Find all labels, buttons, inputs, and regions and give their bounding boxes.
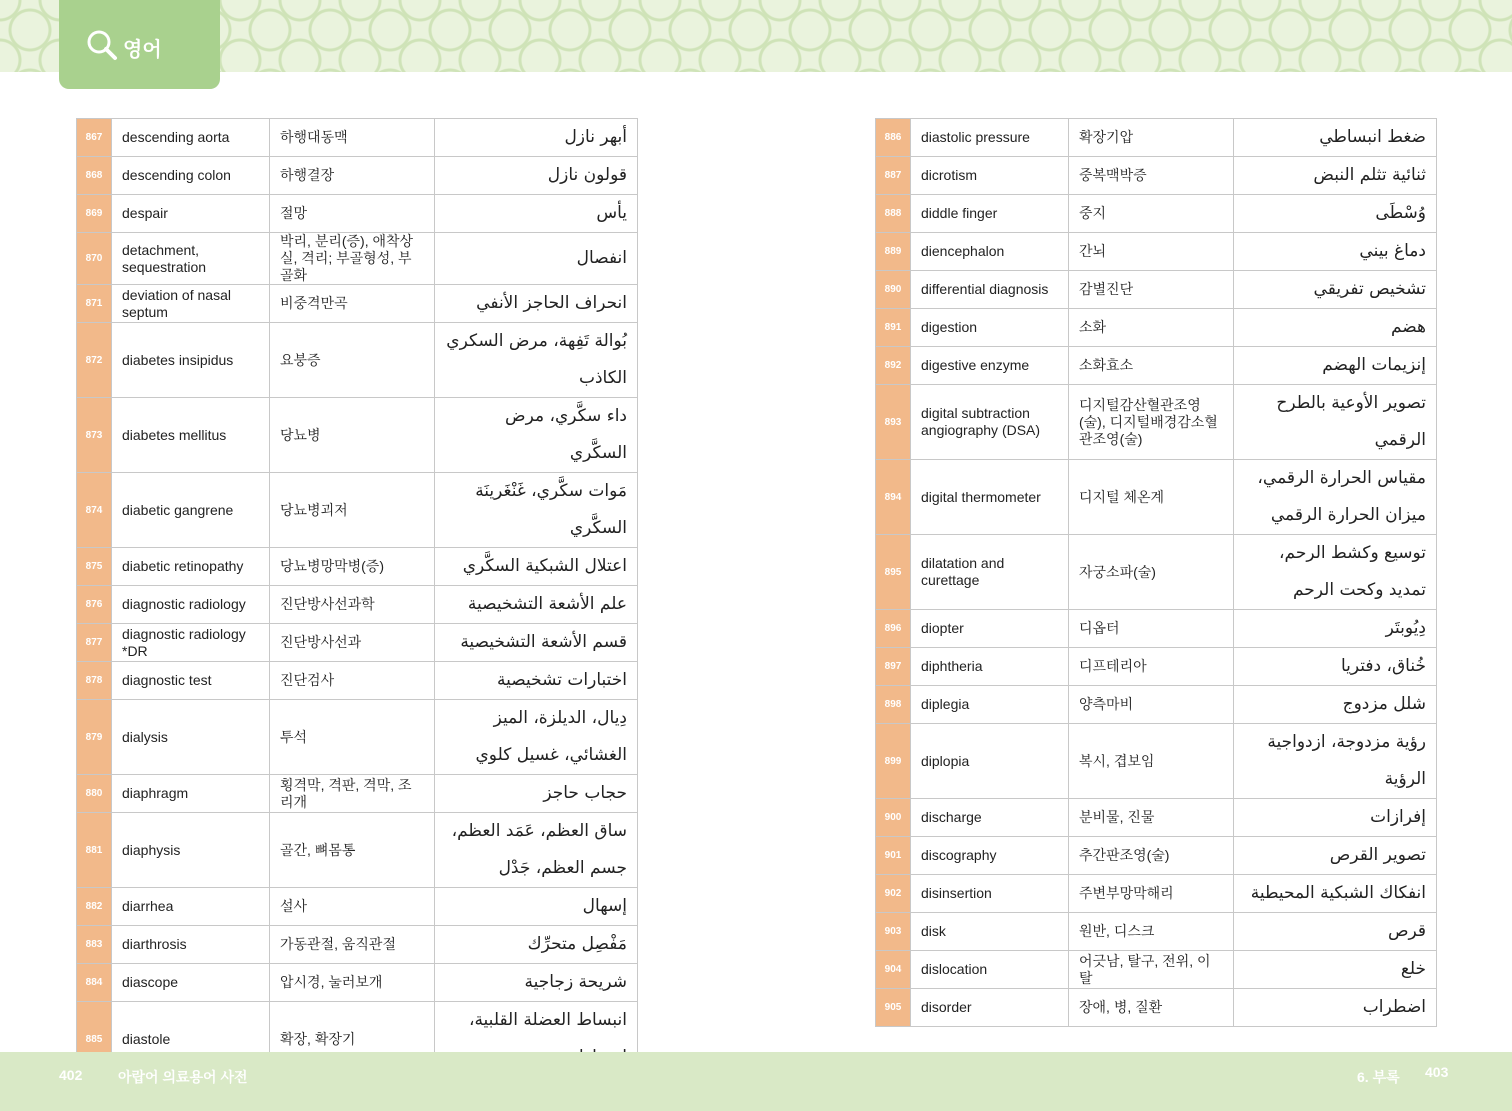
table-row [77, 964, 638, 1002]
table-row [876, 837, 1437, 875]
entry-number: 881 [77, 813, 112, 888]
korean-term: 분비물, 진물 [1069, 799, 1234, 837]
table-row [77, 926, 638, 964]
english-term: despair [112, 195, 270, 233]
table-row [77, 548, 638, 586]
table-row [876, 724, 1437, 799]
entry-number: 885 [77, 1002, 112, 1077]
english-term: descending colon [112, 157, 270, 195]
entry-number: 900 [876, 799, 911, 837]
arabic-term: هضم [1234, 309, 1437, 347]
english-term: disk [911, 913, 1069, 951]
korean-term: 감별진단 [1069, 271, 1234, 309]
table-row [77, 700, 638, 775]
arabic-term: شريحة زجاجية [435, 964, 638, 1002]
korean-term: 원반, 디스크 [1069, 913, 1234, 951]
table-row [876, 989, 1437, 1027]
arabic-term: مَوات سكَّري، غَنْغَرينَة السكَّري [435, 473, 638, 548]
arabic-term: خلع [1234, 951, 1437, 989]
entry-number: 870 [77, 233, 112, 285]
table-row [77, 473, 638, 548]
korean-term: 하행결장 [270, 157, 435, 195]
korean-term: 박리, 분리(증), 애착상실, 격리; 부골형성, 부골화 [270, 233, 435, 285]
arabic-term: مقياس الحرارة الرقمي، ميزان الحرارة الرقمي [1234, 460, 1437, 535]
section-title: 6. 부록 [1357, 1069, 1400, 1085]
entry-number: 871 [77, 285, 112, 323]
arabic-term: خُناق، دفتريا [1234, 648, 1437, 686]
english-term: differential diagnosis [911, 271, 1069, 309]
table-row [876, 271, 1437, 309]
korean-term: 소화효소 [1069, 347, 1234, 385]
korean-term: 확장, 확장기 [270, 1002, 435, 1077]
english-term: digestive enzyme [911, 347, 1069, 385]
korean-term: 설사 [270, 888, 435, 926]
entry-number: 873 [77, 398, 112, 473]
arabic-term: حجاب حاجز [435, 775, 638, 813]
arabic-term: علم الأشعة التشخيصية [435, 586, 638, 624]
korean-term: 당뇨병 [270, 398, 435, 473]
arabic-term: يأس [435, 195, 638, 233]
korean-term: 추간판조영(술) [1069, 837, 1234, 875]
table-row [876, 648, 1437, 686]
english-term: deviation of nasal septum [112, 285, 270, 323]
entry-number: 887 [876, 157, 911, 195]
entry-number: 884 [77, 964, 112, 1002]
arabic-term: تصوير الأوعية بالطرح الرقمي [1234, 385, 1437, 460]
arabic-term: اضطراب [1234, 989, 1437, 1027]
korean-term: 당뇨병괴저 [270, 473, 435, 548]
entry-number: 898 [876, 686, 911, 724]
table-row [876, 119, 1437, 157]
arabic-term: انفكاك الشبكية المحيطية [1234, 875, 1437, 913]
korean-term: 어긋남, 탈구, 전위, 이탈 [1069, 951, 1234, 989]
entry-number: 883 [77, 926, 112, 964]
english-term: dialysis [112, 700, 270, 775]
english-term: dilatation and curettage [911, 535, 1069, 610]
arabic-term: ساق العظم، عَمَد العظم، جسم العظم، جَدْل [435, 813, 638, 888]
english-term: diabetes mellitus [112, 398, 270, 473]
korean-term: 당뇨병망막병(증) [270, 548, 435, 586]
table-row [876, 913, 1437, 951]
arabic-term: تصوير القرص [1234, 837, 1437, 875]
entry-number: 896 [876, 610, 911, 648]
english-term: diaphysis [112, 813, 270, 888]
english-term: diddle finger [911, 195, 1069, 233]
arabic-term: داء سكَّري، مرض السكَّري [435, 398, 638, 473]
table-row [876, 799, 1437, 837]
korean-term: 골간, 뼈몸통 [270, 813, 435, 888]
table-row [77, 323, 638, 398]
english-term: diencephalon [911, 233, 1069, 271]
arabic-term: انبساط العضلة القلبية، [435, 1002, 638, 1077]
entry-number: 868 [77, 157, 112, 195]
glossary-table-right [875, 118, 1437, 1027]
english-term: diastole [112, 1002, 270, 1077]
korean-term: 장애, 병, 질환 [1069, 989, 1234, 1027]
table-row [77, 233, 638, 285]
english-term: diabetic retinopathy [112, 548, 270, 586]
english-term: diopter [911, 610, 1069, 648]
table-row [77, 398, 638, 473]
english-term: discography [911, 837, 1069, 875]
english-term: detachment, sequestration [112, 233, 270, 285]
korean-term: 압시경, 눌러보개 [270, 964, 435, 1002]
korean-term: 양측마비 [1069, 686, 1234, 724]
entry-number: 886 [876, 119, 911, 157]
entry-number: 875 [77, 548, 112, 586]
table-row [77, 119, 638, 157]
right-page-number: 403 [1425, 1064, 1449, 1080]
korean-term: 진단검사 [270, 662, 435, 700]
arabic-term: شلل مزدوج [1234, 686, 1437, 724]
arabic-term: انفصال [435, 233, 638, 285]
entry-number: 897 [876, 648, 911, 686]
english-term: diagnostic radiology [112, 586, 270, 624]
arabic-term: إنزيمات الهضم [1234, 347, 1437, 385]
language-tab-label: 영어 [123, 39, 162, 61]
english-term: diastolic pressure [911, 119, 1069, 157]
arabic-term: ثنائية تثلم النبض [1234, 157, 1437, 195]
table-row [876, 385, 1437, 460]
english-term: diagnostic test [112, 662, 270, 700]
arabic-term: مَفْصِل متحرِّك [435, 926, 638, 964]
entry-number: 904 [876, 951, 911, 989]
arabic-term: تشخيص تفريقي [1234, 271, 1437, 309]
english-term: disorder [911, 989, 1069, 1027]
korean-term: 중복맥박증 [1069, 157, 1234, 195]
korean-term: 투석 [270, 700, 435, 775]
english-term: diabetic gangrene [112, 473, 270, 548]
english-term: dislocation [911, 951, 1069, 989]
english-term: diagnostic radiology *DR [112, 624, 270, 662]
entry-number: 893 [876, 385, 911, 460]
korean-term: 확장기압 [1069, 119, 1234, 157]
english-term: diplopia [911, 724, 1069, 799]
korean-term: 간뇌 [1069, 233, 1234, 271]
entry-number: 905 [876, 989, 911, 1027]
table-row [876, 460, 1437, 535]
arabic-term: انحراف الحاجز الأنفي [435, 285, 638, 323]
table-row [876, 951, 1437, 989]
entry-number: 874 [77, 473, 112, 548]
entry-number: 880 [77, 775, 112, 813]
left-page-number: 402 [59, 1067, 83, 1083]
english-term: digital thermometer [911, 460, 1069, 535]
entry-number: 901 [876, 837, 911, 875]
arabic-term: قسم الأشعة التشخيصية [435, 624, 638, 662]
english-term: diarrhea [112, 888, 270, 926]
arabic-term: دِيُوبتَر [1234, 610, 1437, 648]
table-row [876, 875, 1437, 913]
arabic-term: اعتلال الشبكية السكَّري [435, 548, 638, 586]
arabic-term: إسهال [435, 888, 638, 926]
entry-number: 869 [77, 195, 112, 233]
table-row [876, 610, 1437, 648]
entry-number: 890 [876, 271, 911, 309]
korean-term: 복시, 겹보임 [1069, 724, 1234, 799]
english-term: dicrotism [911, 157, 1069, 195]
korean-term: 주변부망막해리 [1069, 875, 1234, 913]
korean-term: 횡격막, 격판, 격막, 조리개 [270, 775, 435, 813]
english-term: diabetes insipidus [112, 323, 270, 398]
arabic-term: إفرازات [1234, 799, 1437, 837]
table-row [876, 195, 1437, 233]
korean-term: 소화 [1069, 309, 1234, 347]
entry-number: 891 [876, 309, 911, 347]
table-row [77, 775, 638, 813]
table-row [876, 309, 1437, 347]
header-pattern [0, 0, 1512, 72]
arabic-term: قولون نازل [435, 157, 638, 195]
search-icon [85, 28, 119, 62]
korean-term: 요붕증 [270, 323, 435, 398]
glossary-table-left [76, 118, 638, 1077]
table-row [876, 535, 1437, 610]
english-term: diaphragm [112, 775, 270, 813]
arabic-term: وُسْطَى [1234, 195, 1437, 233]
table-row [77, 195, 638, 233]
english-term: discharge [911, 799, 1069, 837]
korean-term: 진단방사선과 [270, 624, 435, 662]
korean-term: 가동관절, 움직관절 [270, 926, 435, 964]
entry-number: 895 [876, 535, 911, 610]
english-term: diplegia [911, 686, 1069, 724]
arabic-term: رؤية مزدوجة، ازدواجية الرؤية [1234, 724, 1437, 799]
korean-term: 자궁소파(술) [1069, 535, 1234, 610]
korean-term: 디프테리아 [1069, 648, 1234, 686]
korean-term: 하행대동맥 [270, 119, 435, 157]
table-row [876, 157, 1437, 195]
entry-number: 879 [77, 700, 112, 775]
english-term: diarthrosis [112, 926, 270, 964]
arabic-term: توسيع وكشط الرحم، تمديد وكحت الرحم [1234, 535, 1437, 610]
arabic-term: أبهر نازل [435, 119, 638, 157]
korean-term: 디지털 체온계 [1069, 460, 1234, 535]
entry-number: 892 [876, 347, 911, 385]
book-title: 아랍어 의료용어 사전 [118, 1069, 248, 1085]
english-term: digital subtraction angiography (DSA) [911, 385, 1069, 460]
arabic-term: اختبارات تشخيصية [435, 662, 638, 700]
korean-term: 디옵터 [1069, 610, 1234, 648]
entry-number: 878 [77, 662, 112, 700]
korean-term: 디지털감산혈관조영(술), 디지털배경감소혈관조영(술) [1069, 385, 1234, 460]
language-tab[interactable] [59, 0, 220, 89]
table-row [77, 813, 638, 888]
korean-term: 절망 [270, 195, 435, 233]
english-term: disinsertion [911, 875, 1069, 913]
arabic-term: دماغ بيني [1234, 233, 1437, 271]
entry-number: 888 [876, 195, 911, 233]
entry-number: 894 [876, 460, 911, 535]
entry-number: 903 [876, 913, 911, 951]
korean-term: 중지 [1069, 195, 1234, 233]
english-term: digestion [911, 309, 1069, 347]
entry-number: 902 [876, 875, 911, 913]
arabic-term: دِيال، الديلزة، الميز الغشائي، غسيل كلوي [435, 700, 638, 775]
table-row [876, 233, 1437, 271]
arabic-term: ضغط انبساطي [1234, 119, 1437, 157]
table-row [876, 686, 1437, 724]
table-row [77, 888, 638, 926]
table-row [77, 157, 638, 195]
entry-number: 899 [876, 724, 911, 799]
korean-term: 비중격만곡 [270, 285, 435, 323]
english-term: diphtheria [911, 648, 1069, 686]
entry-number: 882 [77, 888, 112, 926]
table-row [77, 662, 638, 700]
entry-number: 876 [77, 586, 112, 624]
table-row [876, 347, 1437, 385]
english-term: descending aorta [112, 119, 270, 157]
entry-number: 877 [77, 624, 112, 662]
table-row [77, 285, 638, 323]
arabic-term: قرص [1234, 913, 1437, 951]
entry-number: 867 [77, 119, 112, 157]
entry-number: 889 [876, 233, 911, 271]
entry-number: 872 [77, 323, 112, 398]
table-row [77, 586, 638, 624]
korean-term: 진단방사선과학 [270, 586, 435, 624]
table-row [77, 624, 638, 662]
arabic-term: بُوالة تَفِهة، مرض السكري الكاذب [435, 323, 638, 398]
english-term: diascope [112, 964, 270, 1002]
